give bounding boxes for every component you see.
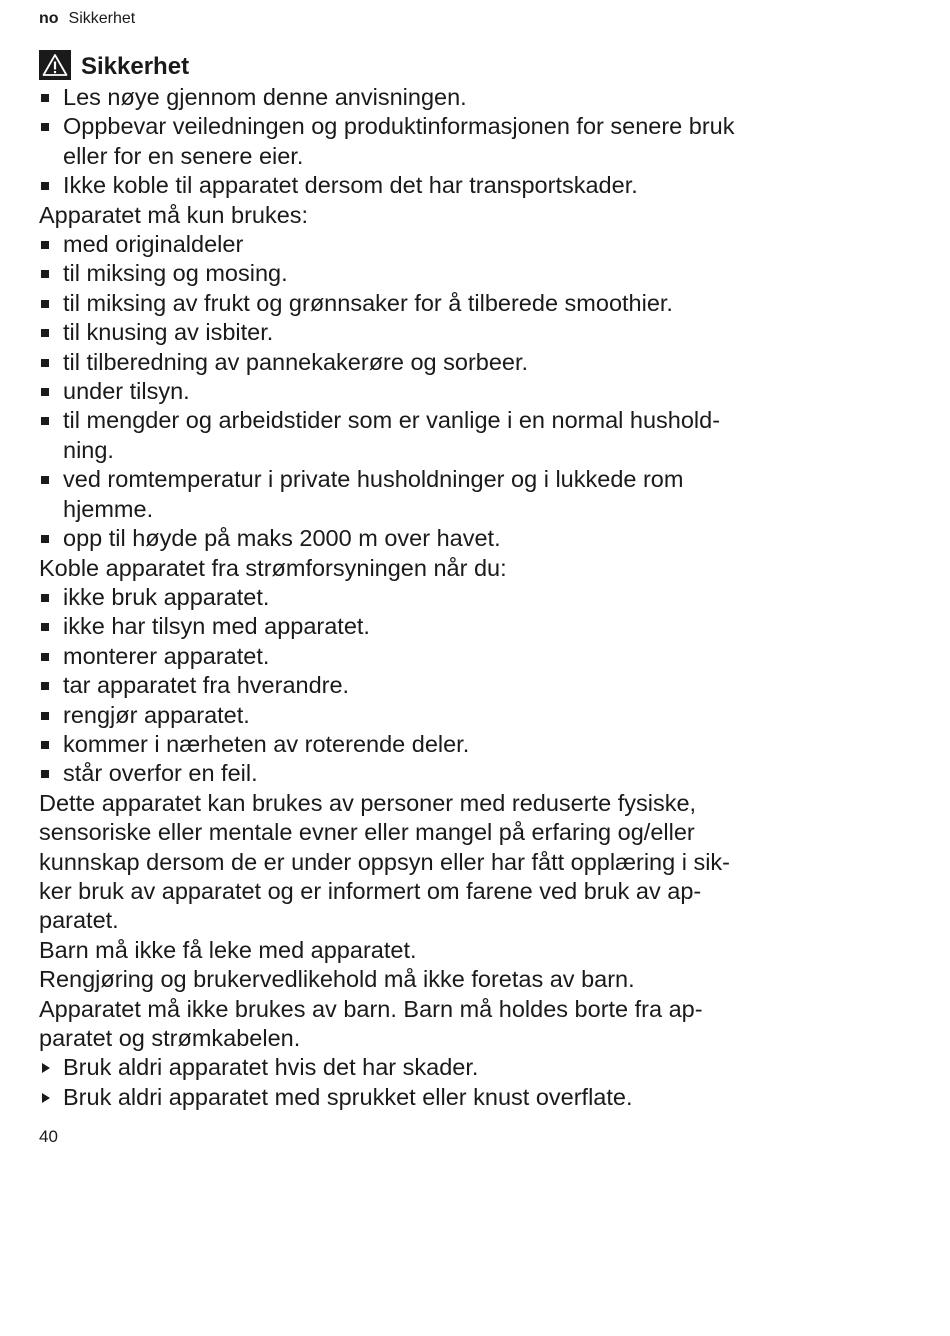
bullet-square-icon [41, 623, 49, 631]
list-item: til knusing av isbiter. [39, 318, 809, 347]
bullet-square-icon [41, 594, 49, 602]
bullet-square-icon [41, 300, 49, 308]
bullet-square-icon [41, 329, 49, 337]
use-heading: Apparatet må kun brukes: [39, 201, 309, 228]
bullet-square-icon [41, 741, 49, 749]
bullet-square-icon [41, 712, 49, 720]
bullet-square-icon [41, 417, 49, 425]
list-item: tar apparatet fra hverandre. [39, 671, 809, 700]
bullet-square-icon [41, 388, 49, 396]
bullet-square-icon [41, 182, 49, 190]
section-heading [39, 48, 809, 82]
list-item: monterer apparatet. [39, 642, 809, 671]
paragraph-line: sensoriske eller mentale evner eller mangel på erfaring og/eller [39, 819, 695, 846]
paragraph-line: kunnskap dersom de er under oppsyn eller har fått opplæring i sik- [39, 848, 731, 875]
action-item: Bruk aldri apparatet hvis det har skader. [39, 1053, 809, 1082]
list-item: Oppbevar veiledningen og produktinformasjonen for senere bruk [39, 112, 809, 141]
action-item: Bruk aldri apparatet med sprukket eller knust overflate. [39, 1083, 809, 1112]
paragraph-line: ker bruk av apparatet og er informert om farene ved bruk av ap- [39, 877, 702, 904]
paragraph-line: Dette apparatet kan brukes av personer med reduserte fysiske, [39, 789, 697, 816]
list-item: rengjør apparatet. [39, 701, 809, 730]
action-arrow-icon [42, 1063, 50, 1073]
bullet-square-icon [41, 241, 49, 249]
paragraph-line: paratet. [39, 907, 119, 934]
section-title: Sikkerhet [81, 53, 190, 80]
paragraph-line: Rengjøring og brukervedlikehold må ikke foretas av barn. [39, 966, 635, 993]
list-item: til miksing av frukt og grønnsaker for å tilberede smoothier. [39, 289, 809, 318]
disconnect-heading: Koble apparatet fra strømforsyningen når du: [39, 554, 507, 581]
list-item: til tilberedning av pannekakerøre og sorbeer. [39, 348, 809, 377]
list-item-continuation: ning. [63, 436, 114, 463]
list-item-continuation: hjemme. [63, 495, 154, 522]
list-item: med originaldeler [39, 230, 809, 259]
page-number: 40 [39, 1127, 58, 1146]
list-item: til miksing og mosing. [39, 259, 809, 288]
safety-section [39, 48, 809, 1112]
list-item: kommer i nærheten av roterende deler. [39, 730, 809, 759]
paragraph-line: Apparatet må ikke brukes av barn. Barn må holdes borte fra ap- [39, 995, 703, 1022]
list-item: ikke bruk apparatet. [39, 583, 809, 612]
list-item: under tilsyn. [39, 377, 809, 406]
bullet-square-icon [41, 682, 49, 690]
page-header [39, 9, 135, 29]
language-code: no [39, 10, 59, 27]
list-item: Les nøye gjennom denne anvisningen. [39, 83, 809, 112]
list-item: til mengder og arbeidstider som er vanlige i en normal hushold- [39, 406, 809, 435]
warning-triangle-icon [39, 50, 71, 80]
action-arrow-icon [42, 1093, 50, 1103]
bullet-square-icon [41, 123, 49, 131]
bullet-square-icon [41, 476, 49, 484]
bullet-square-icon [41, 94, 49, 102]
bullet-square-icon [41, 270, 49, 278]
bullet-square-icon [41, 770, 49, 778]
list-item: ved romtemperatur i private husholdninger og i lukkede rom [39, 465, 809, 494]
bullet-square-icon [41, 653, 49, 661]
list-item: står overfor en feil. [39, 759, 809, 788]
paragraph-line: paratet og strømkabelen. [39, 1025, 301, 1051]
paragraph-line: Barn må ikke få leke med apparatet. [39, 936, 417, 963]
list-item: opp til høyde på maks 2000 m over havet. [39, 524, 809, 553]
list-item: ikke har tilsyn med apparatet. [39, 612, 809, 641]
bullet-square-icon [41, 535, 49, 543]
bullet-square-icon [41, 359, 49, 367]
list-item: Ikke koble til apparatet dersom det har transportskader. [39, 171, 809, 200]
list-item-continuation: eller for en senere eier. [63, 142, 304, 169]
header-section-title: Sikkerhet [68, 10, 136, 27]
